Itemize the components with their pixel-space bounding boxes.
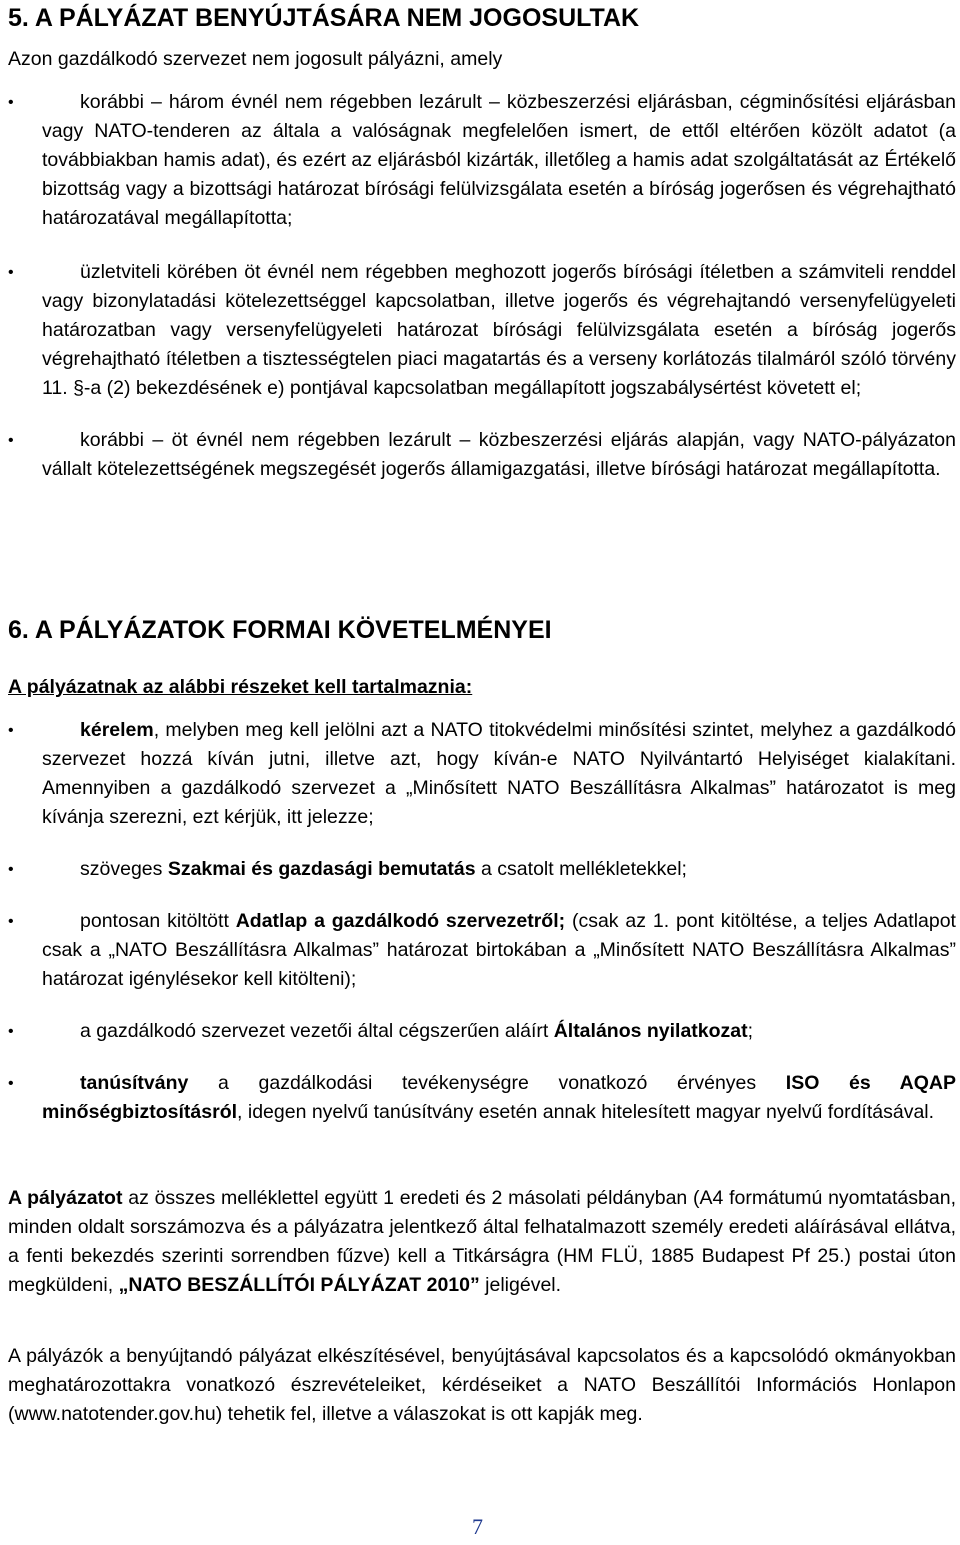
list-item-text: korábbi – öt évnél nem régebben lezárult – közbeszerzési eljárás alapján, vagy NATO-pályázaton vállalt kötelezettségének megszegését jogerős államigazgatási, illetve bírósági határozat megállapította.	[42, 429, 956, 480]
list-item	[8, 1017, 956, 1046]
list-item-text: korábbi – három évnél nem régebben lezárult – közbeszerzési eljárásban, cégminősítési eljárásban vagy NATO-tenderen az általa a valóságnak megfelelően ismert, de ettől eltérően közölt adatot (a továbbiakban hamis adat), és ezért az eljárásból kizárták, illetőleg a hamis adat szolgáltatását az Értékelő bizottság vagy a bizottsági határozat bírósági felülvizsgálata esetén a bíróság jogerősen és végrehajtható határozatával megállapította;	[42, 91, 956, 229]
list-item-bold: Adatlap a gazdálkodó szervezetről;	[235, 910, 566, 932]
contact-paragraph: A pályázók a benyújtandó pályázat elkészítésével, benyújtásával kapcsolatos és a kapcsolódó okmányokban meghatározottakra vonatkozó észrevételeiket, kérdéseiket a NATO Beszállítói Információs Honlapon (www.natotender.gov.hu) tehetik fel, illetve a válaszokat is ott kapják meg.	[8, 1345, 956, 1425]
list-item-text: üzletviteli körében öt évnél nem régebben meghozott jogerős bírósági ítéletben a számviteli renddel vagy bizonylatadási kötelezettséggel kapcsolatban, illetve jogerős és végrehajtandó versenyfelügyeleti határozatban vagy versenyfelügyeleti határozat bírósági felülvizsgálata esetén a bíróság jogerős végrehajtható ítéletben a tisztességtelen piaci magatartás és a verseny korlátozás tilalmáról szóló törvény 11. §-a (2) bekezdésének e) pontjával kapcsolatban megállapított jogszabálysértést követett el;	[42, 261, 956, 399]
list-item	[8, 716, 956, 832]
list-item-text: szöveges	[80, 858, 168, 880]
submission-paragraph	[8, 1184, 956, 1300]
list-item-text: a csatolt mellékletekkel;	[475, 858, 687, 880]
bullet-icon: •	[8, 1023, 14, 1040]
list-item-text: a gazdálkodási tevékenységre vonatkozó érvényes	[188, 1072, 786, 1094]
section-5-list	[8, 88, 956, 484]
list-item	[8, 88, 956, 233]
bullet-icon: •	[8, 861, 14, 878]
bullet-icon: •	[8, 1075, 14, 1092]
bullet-icon: •	[8, 722, 14, 739]
list-item-bold: ISO és AQAP minőségbiztosításról	[42, 1072, 956, 1123]
bullet-icon: •	[8, 913, 14, 930]
list-item	[8, 1069, 956, 1127]
bullet-icon: •	[8, 264, 14, 281]
paragraph-bold: „NATO BESZÁLLÍTÓI PÁLYÁZAT 2010”	[118, 1274, 480, 1296]
list-item-text: a gazdálkodó szervezet vezetői által cégszerűen aláírt	[80, 1020, 554, 1042]
paragraph-text: jeligével.	[479, 1274, 562, 1296]
paragraph-bold: A pályázatot	[8, 1187, 123, 1209]
list-item-text: ;	[747, 1020, 754, 1042]
list-item-bold: tanúsítvány	[80, 1072, 189, 1094]
section-6-subheading: A pályázatnak az alábbi részeket kell tartalmaznia:	[8, 676, 473, 698]
section-6-list	[8, 716, 956, 1127]
bullet-icon: •	[8, 94, 14, 111]
list-item	[8, 258, 956, 403]
list-item-bold: Általános nyilatkozat	[553, 1020, 748, 1042]
bullet-icon: •	[8, 432, 14, 449]
section-5-intro: Azon gazdálkodó szervezet nem jogosult pályázni, amely	[8, 48, 503, 70]
list-item	[8, 907, 956, 994]
list-item	[8, 426, 956, 484]
list-item-bold: kérelem	[80, 719, 154, 741]
list-item-text: (csak az 1. pont kitöltése, a teljes Adatlapot csak a „NATO Beszállításra Alkalmas” határozat birtokában a „Minősített NATO Beszállításra Alkalmas” határozat igénylésekor kell kitölteni);	[42, 910, 956, 990]
list-item-text: , melyben meg kell jelölni azt a NATO titokvédelmi minősítési szintet, melyhez a gazdálkodó szervezet hozzá kíván jutni, illetve azt, hogy kíván-e NATO Nyilvántartó Helyiséget kialakítani. Amennyiben a gazdálkodó szervezet a „Minősített NATO Beszállításra Alkalmas” határozatot is meg kívánja szerezni, ezt kérjük, itt jelezze;	[42, 719, 956, 828]
list-item-text: pontosan kitöltött	[80, 910, 236, 932]
section-5-heading: 5. A PÁLYÁZAT BENYÚJTÁSÁRA NEM JOGOSULTAK	[8, 4, 640, 32]
list-item-text: , idegen nyelvű tanúsítvány esetén annak hitelesített magyar nyelvű fordításával.	[237, 1101, 935, 1123]
list-item	[8, 855, 956, 884]
paragraph-text: az összes melléklettel együtt 1 eredeti és 2 másolati példányban (A4 formátumú nyomtatásban, minden oldalt sorszámozva és a pályázatra jelentkező által felhatalmazott személy eredeti aláírásával ellátva, a fenti bekezdés szerinti sorrendben fűzve) kell a Titkárságra (HM FLÜ, 1885 Budapest Pf 25.) postai úton megküldeni,	[8, 1187, 956, 1296]
list-item-bold: Szakmai és gazdasági bemutatás	[167, 858, 476, 880]
page-number: 7	[472, 1514, 483, 1539]
section-6-heading: 6. A PÁLYÁZATOK FORMAI KÖVETELMÉNYEI	[8, 616, 552, 644]
